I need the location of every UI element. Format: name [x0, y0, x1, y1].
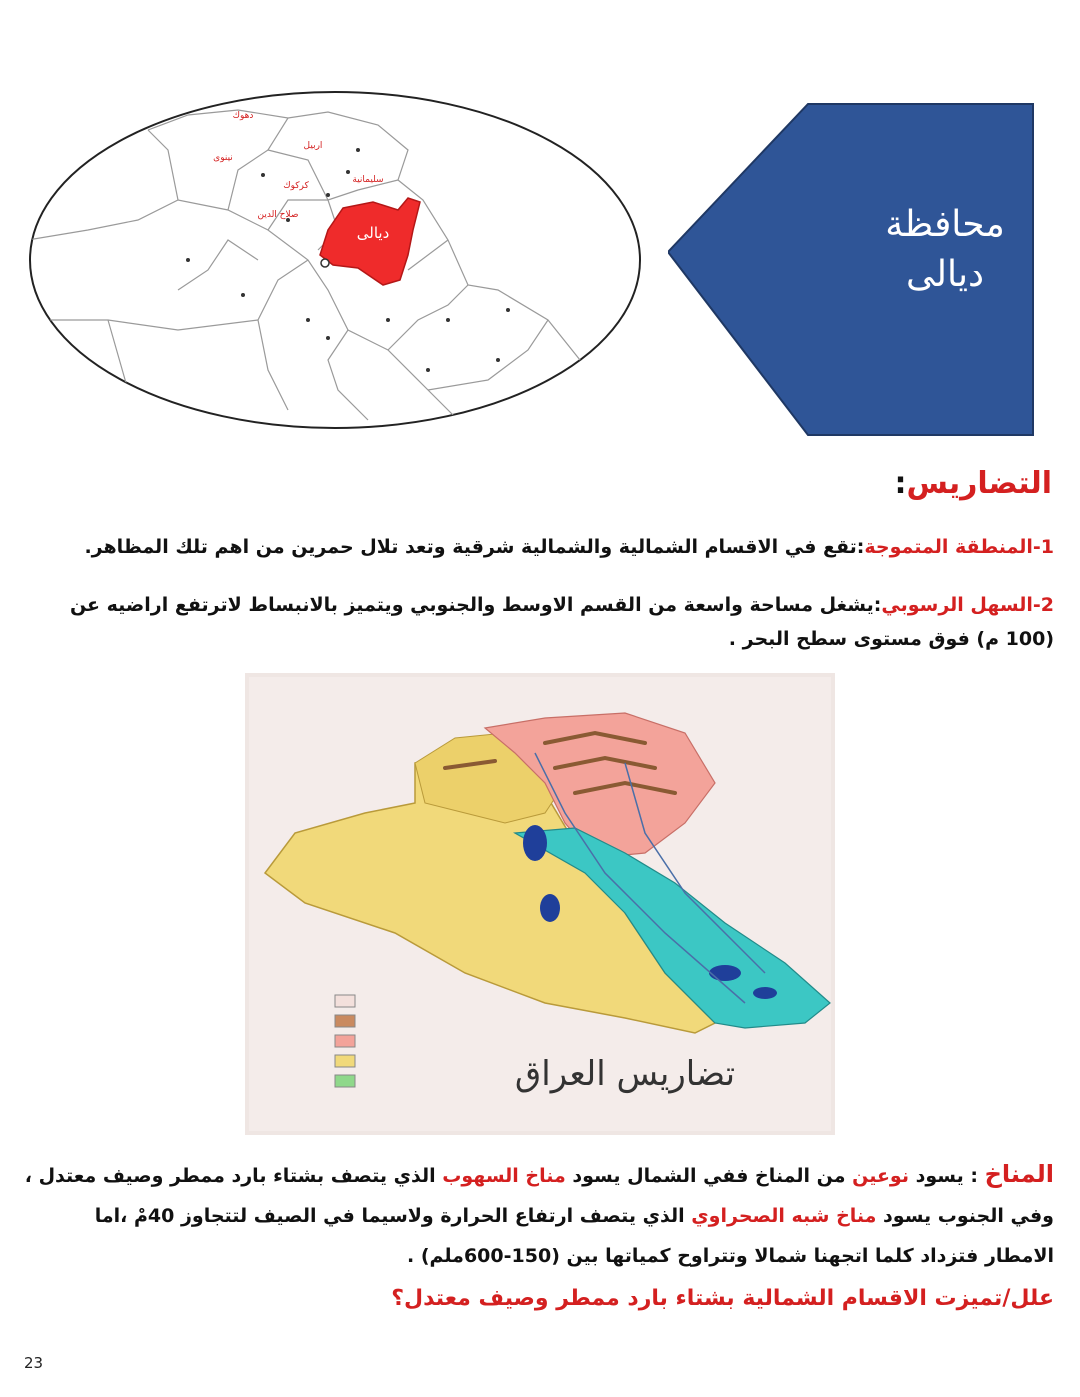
climate-t1: : يسود — [908, 1165, 985, 1187]
map-label-erbil: اربيل — [303, 141, 323, 151]
section-heading — [894, 466, 1052, 501]
climate-t4: الذي يتصف ارتفاع الحرارة ولاسيما في الصيف لتتجاوز 40مْ ،اما الامطار فتزداد كلما اتجهنا شمالا وتتراوح كمياتها بين (150-600ملم) . — [94, 1205, 1054, 1267]
province-title-line2: ديالى — [906, 254, 984, 295]
climate-t2: من المناخ ففي الشمال يسود — [565, 1165, 853, 1187]
terrain-item-2 — [24, 588, 1054, 656]
climate-h3: مناخ شبه الصحراوي — [691, 1205, 877, 1227]
province-title — [860, 200, 1030, 300]
map-label-sulaymaniyah: سليمانية — [352, 175, 384, 185]
map-label-dohuk: دهوك — [232, 111, 254, 121]
item2-text: :يشغل مساحة واسعة من القسم الاوسط والجنوبي ويتميز بالانبساط لاترتفع اراضيه عن (100 م) فوق مستوى سطح البحر . — [69, 594, 1054, 650]
page-number: 23 — [24, 1354, 44, 1372]
photo-caption: تضاريس العراق — [514, 1054, 736, 1094]
heading-colon: : — [894, 466, 907, 501]
climate-t3: الذي يتصف بشتاء بارد ممطر وصيف معتدل ، وفي الجنوب يسود — [24, 1165, 1054, 1227]
climate-lead: المناخ — [984, 1160, 1054, 1188]
terrain-item-1 — [24, 530, 1054, 564]
review-question: علل/تميزت الاقسام الشمالية بشتاء بارد ممطر وصيف معتدل؟ — [391, 1286, 1054, 1311]
climate-h2: مناخ السهوب — [442, 1165, 566, 1187]
terrain-map-photo — [245, 673, 835, 1135]
climate-h1: نوعين — [852, 1165, 909, 1187]
item1-text: :تقع في الاقسام الشمالية والشمالية شرقية وتعد تلال حمرين من اهم تلك المظاهر. — [84, 536, 865, 558]
map-label-nineveh: نينوى — [213, 153, 233, 163]
heading-main: التضاريس — [906, 466, 1052, 501]
climate-paragraph — [24, 1154, 1054, 1276]
item1-label: 1-المنطقة المتموجة — [864, 536, 1054, 558]
map-label-kirkuk: كركوك — [283, 181, 309, 191]
item2-label: 2-السهل الرسوبي — [881, 594, 1054, 616]
diyala-label: ديالى — [356, 224, 390, 242]
iraq-provinces-map — [28, 90, 643, 430]
map-label-salahaddin: صلاح الدين — [257, 210, 299, 220]
province-title-line1: محافظة — [885, 204, 1005, 245]
